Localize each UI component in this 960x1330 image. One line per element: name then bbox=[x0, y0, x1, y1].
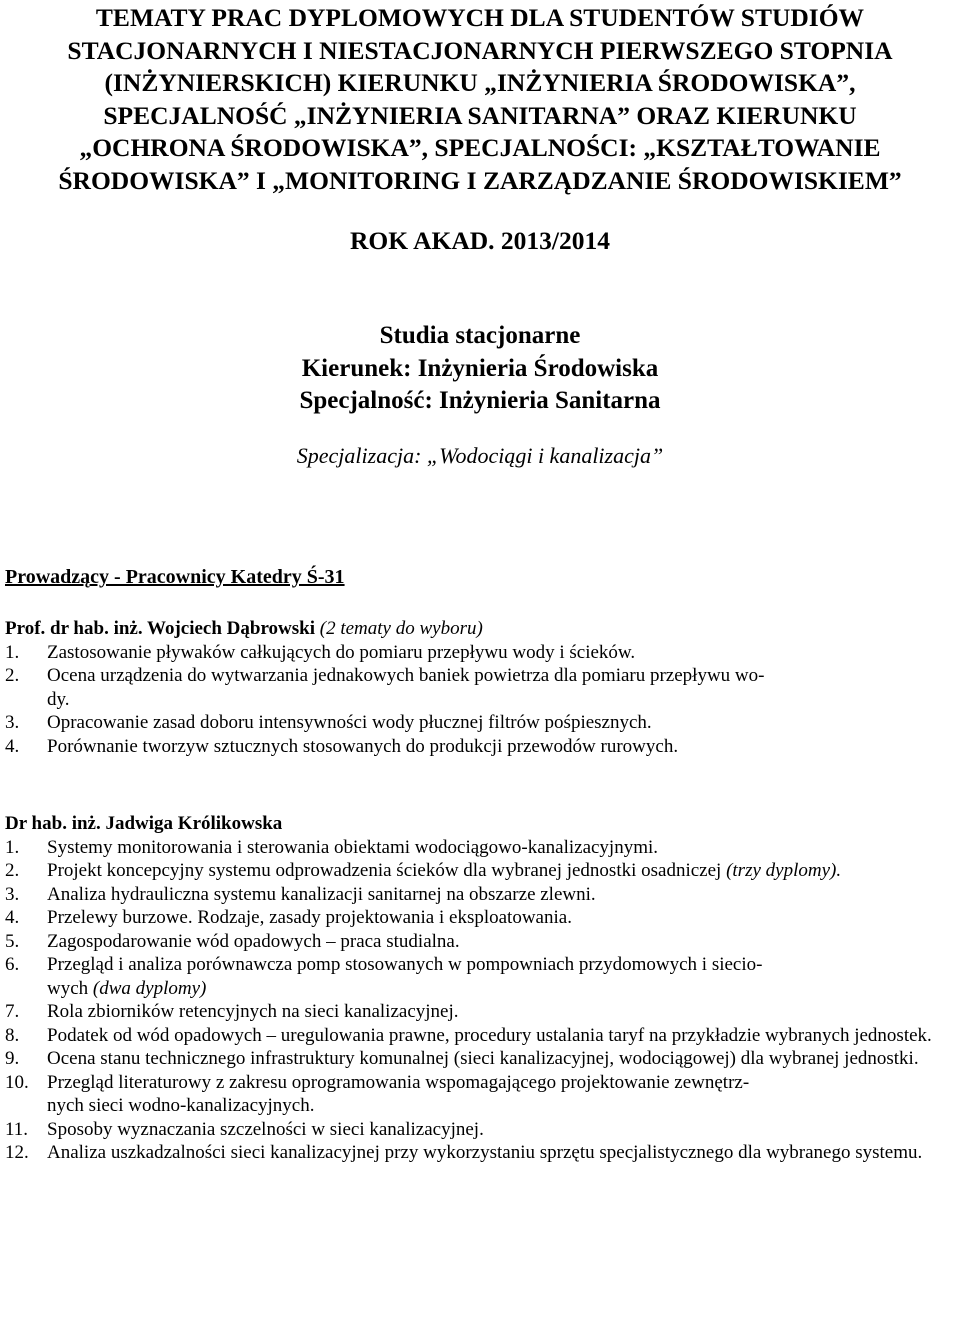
item-number: 8. bbox=[5, 1024, 20, 1046]
item-number: 5. bbox=[5, 930, 20, 952]
list-item bbox=[5, 711, 955, 735]
list-item bbox=[5, 1141, 955, 1165]
item-number: 12. bbox=[5, 1142, 29, 1163]
item-text: Sposoby wyznaczania szczelności w sieci kanalizacyjnej. bbox=[47, 1118, 484, 1140]
item-text: Podatek od wód opadowych – uregulowania prawne, procedury ustalania taryf na przykładzie wybranych jednostek. bbox=[47, 1024, 932, 1046]
list-item bbox=[5, 1071, 955, 1118]
item-text: Analiza uszkadzalności sieci kanalizacyjnej przy wykorzystaniu sprzętu specjalistycznego dla wybranego systemu. bbox=[47, 1142, 923, 1163]
supervisor-name bbox=[5, 812, 955, 836]
item-text: Zagospodarowanie wód opadowych – praca studialna. bbox=[47, 930, 460, 952]
item-number: 3. bbox=[5, 883, 20, 905]
supervisor-name-text: Prof. dr hab. inż. Wojciech Dąbrowski bbox=[5, 618, 316, 639]
study-mode: Studia stacjonarne bbox=[379, 322, 581, 349]
item-text bbox=[47, 859, 947, 883]
item-text: Ocena stanu technicznego infrastruktury komunalnej (sieci kanalizacyjnej, wodociągowej) dla wybranej jednostki. bbox=[47, 1048, 919, 1069]
item-text: Rola zbiorników retencyjnych na sieci kanalizacyjnej. bbox=[47, 1001, 459, 1022]
item-text: Ocena urządzenia do wytwarzania jednakowych baniek powietrza dla pomiaru przepływu wo- dy. bbox=[47, 665, 765, 710]
list-item bbox=[5, 906, 955, 930]
study-info bbox=[0, 320, 960, 418]
item-number: 4. bbox=[5, 735, 20, 757]
item-number: 3. bbox=[5, 712, 20, 733]
list-item bbox=[5, 735, 955, 759]
item-note: (trzy dyplomy). bbox=[721, 860, 842, 881]
title-line: „OCHRONA ŚRODOWISKA”, SPECJALNOŚCI: „KSZTAŁTOWANIE bbox=[79, 133, 881, 162]
item-text: Systemy monitorowania i sterowania obiektami wodociągowo-kanalizacyjnymi. bbox=[47, 836, 659, 858]
document-title bbox=[0, 2, 960, 197]
item-note: (dwa dyplomy) bbox=[88, 977, 207, 999]
list-item bbox=[5, 664, 955, 711]
supervisor-section-dabrowski bbox=[5, 617, 955, 758]
list-item bbox=[5, 953, 955, 1000]
item-number: 9. bbox=[5, 1048, 20, 1069]
leader-heading: Prowadzący - Pracownicy Katedry Ś-31 bbox=[5, 566, 345, 588]
specialization: Specjalizacja: „Wodociągi i kanalizacja” bbox=[296, 443, 664, 468]
item-text: Porównanie tworzyw sztucznych stosowanych do produkcji przewodów rurowych. bbox=[47, 735, 679, 757]
item-text: Przegląd i analiza porównawcza pomp stosowanych w pompowniach przydomowych i siecio- wych (dwa dyplomy) bbox=[47, 954, 763, 999]
item-number: 10. bbox=[5, 1071, 29, 1093]
item-text: Zastosowanie pływaków całkujących do pomiaru przepływu wody i ścieków. bbox=[47, 641, 636, 663]
supervisor-name-text: Dr hab. inż. Jadwiga Królikowska bbox=[5, 813, 283, 834]
title-line: ŚRODOWISKA” I „MONITORING I ZARZĄDZANIE ŚRODOWISKIEM” bbox=[58, 165, 902, 195]
item-number: 7. bbox=[5, 1001, 20, 1022]
list-item bbox=[5, 930, 955, 954]
list-item bbox=[5, 1024, 955, 1048]
item-text: Przegląd literaturowy z zakresu oprogramowania wspomagającego projektowanie zewnętrz- nych sieci wodno-kanalizacyjnych. bbox=[47, 1071, 750, 1116]
title-line: STACJONARNYCH I NIESTACJONARNYCH PIERWSZEGO STOPNIA bbox=[67, 35, 893, 65]
list-item bbox=[5, 641, 955, 665]
title-line: TEMATY PRAC DYPLOMOWYCH DLA STUDENTÓW STUDIÓW bbox=[95, 3, 865, 32]
item-number: 1. bbox=[5, 641, 20, 663]
list-item bbox=[5, 1000, 955, 1024]
item-number: 1. bbox=[5, 836, 20, 858]
title-line: SPECJALNOŚĆ „INŻYNIERIA SANITARNA” ORAZ KIERUNKU bbox=[103, 100, 857, 130]
item-number: 2. bbox=[5, 665, 20, 686]
list-item bbox=[5, 859, 955, 883]
item-number: 4. bbox=[5, 907, 20, 928]
item-number: 6. bbox=[5, 954, 20, 975]
item-text: Opracowanie zasad doboru intensywności wody płucznej filtrów pośpiesznych. bbox=[47, 712, 652, 733]
list-item bbox=[5, 1047, 955, 1071]
title-line: (INŻYNIERSKICH) KIERUNKU „INŻYNIERIA ŚRODOWISKA”, bbox=[104, 68, 856, 97]
list-item bbox=[5, 1118, 955, 1142]
item-number: 11. bbox=[5, 1118, 29, 1140]
supervisor-section-krolikowska bbox=[5, 812, 955, 1165]
field-of-study: Kierunek: Inżynieria Środowiska bbox=[301, 354, 659, 382]
item-text: Analiza hydrauliczna systemu kanalizacji sanitarnej na obszarze zlewni. bbox=[47, 883, 596, 905]
item-number: 2. bbox=[5, 860, 20, 881]
academic-year: ROK AKAD. 2013/2014 bbox=[350, 226, 610, 255]
supervisor-name bbox=[5, 617, 955, 641]
list-item bbox=[5, 883, 955, 907]
specialty: Specjalność: Inżynieria Sanitarna bbox=[299, 387, 661, 414]
supervisor-note: (2 tematy do wyboru) bbox=[315, 618, 483, 639]
item-text-main: Projekt koncepcyjny systemu odprowadzenia ścieków dla wybranej jednostki osadniczej bbox=[47, 860, 722, 881]
list-item bbox=[5, 836, 955, 860]
item-text: Przelewy burzowe. Rodzaje, zasady projektowania i eksploatowania. bbox=[47, 907, 572, 928]
